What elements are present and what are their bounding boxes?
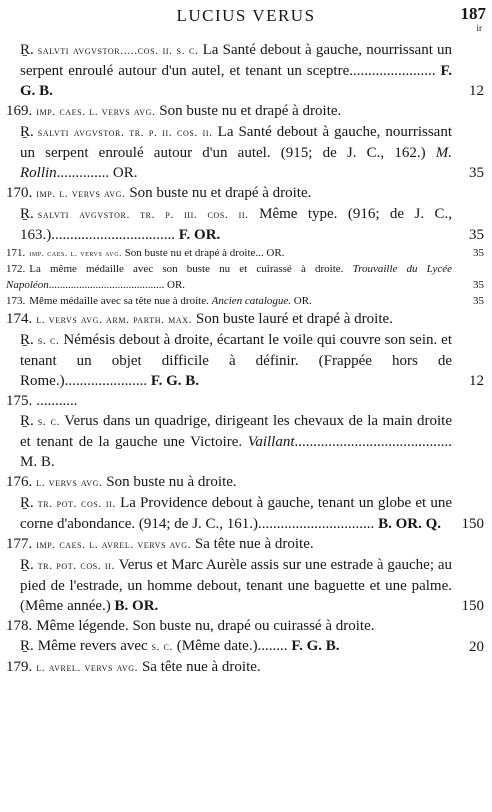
rating: F. G. B. <box>150 373 200 389</box>
coin-legend: imp. caes. l. vervs avg. <box>36 105 156 118</box>
reverse-mark: Ṟ. <box>20 495 34 511</box>
coin-description: Son buste lauré et drapé à droite. <box>195 311 393 327</box>
coin-description: Même médaille avec sa tête nue à droite. <box>29 295 209 307</box>
coin-legend: imp. l. vervs avg. <box>36 187 126 200</box>
leader-dots: .......................................... <box>48 279 165 291</box>
reverse-entry <box>6 204 486 245</box>
reverse-mark: Ṟ. <box>20 557 34 573</box>
source-reference: M. Rollin <box>20 145 453 181</box>
source-reference: Vaillant <box>247 434 295 450</box>
coin-entry <box>6 245 486 261</box>
coin-entry <box>6 101 486 122</box>
reverse-mark: Ṟ. <box>20 332 34 348</box>
coin-description: Son buste nu à droite. <box>106 474 237 490</box>
entry-number: 173. <box>6 295 26 307</box>
coin-legend: l. vervs avg. arm. parth. max. <box>36 313 193 326</box>
rating: M. B. <box>20 454 55 470</box>
reverse-entry <box>6 555 486 616</box>
coin-legend: imp. caes. l. vervs avg. <box>29 248 122 258</box>
price: 35 <box>473 295 484 307</box>
running-title: LUCIUS VERUS <box>176 6 316 25</box>
page-mark: ir <box>476 23 482 33</box>
source-reference: Ancien catalogue. <box>211 295 292 307</box>
coin-description: Verus et Marc Aurèle assis sur une estrade à gauche; au pied de l'estrade, un homme debout, tenant une baguette et une palme. (Même année.) <box>20 557 452 614</box>
reverse-entry <box>6 411 486 472</box>
coin-legend: imp. caes. l. avrel. vervs avg. <box>36 538 192 551</box>
coin-legend: l. vervs avg. <box>36 476 103 489</box>
price: 35 <box>473 279 484 291</box>
rating: B. OR. Q. <box>378 516 441 532</box>
entry-number: 174. <box>6 311 33 327</box>
reverse-entry <box>6 330 486 391</box>
entry-number: 176. <box>6 474 33 490</box>
price: 12 <box>469 373 484 389</box>
price: 35 <box>469 227 484 243</box>
reverse-mark: Ṟ. <box>20 413 34 429</box>
entry-number: 179. <box>6 659 33 675</box>
coin-description: Son buste nu et drapé à droite. <box>129 185 312 201</box>
coin-description: La Santé debout à gauche, nourrissant un serpent enroulé autour d'un autel. (915; de J. C., 162.) <box>20 124 452 161</box>
entry-number: 177. <box>6 536 33 552</box>
coin-description: Même revers avec <box>37 638 148 654</box>
rating: F. G. B. <box>291 638 340 654</box>
entry-number: 172. <box>6 263 26 275</box>
coin-description: Son buste nu et drapé à droite. <box>159 103 342 119</box>
price: 35 <box>469 165 484 181</box>
coin-entry <box>6 261 486 293</box>
coin-description: Sa tête nue à droite. <box>194 536 314 552</box>
coin-entry <box>6 657 486 678</box>
reverse-entry <box>6 636 486 657</box>
coin-description: Même légende. Son buste nu, drapé ou cuirassé à droite. <box>36 618 375 634</box>
coin-legend: tr. pot. cos. ii. <box>37 497 116 510</box>
leader-dots: .......................................... <box>294 434 452 450</box>
price: 150 <box>461 598 484 614</box>
reverse-entry <box>6 40 486 101</box>
coin-legend: s. c. <box>37 415 61 428</box>
entry-number: 178. <box>6 618 33 634</box>
coin-entry <box>6 183 486 204</box>
coin-description: Verus dans un quadrige, dirigeant les chevaux de la main droite et tenant de la gauche une Victoire. <box>20 413 453 450</box>
coin-description-continued: (Même date.)........ <box>176 638 288 654</box>
coin-legend: tr. pot. cos. ii. <box>37 559 115 572</box>
entry-number: 170. <box>6 185 33 201</box>
coin-entry <box>6 293 486 309</box>
price: 35 <box>473 247 484 259</box>
reverse-entry <box>6 493 486 534</box>
coin-legend: s. c. <box>37 334 60 347</box>
coin-description: La même médaille avec son buste nu et cuirassé à droite. <box>29 263 344 275</box>
entry-number: 171. <box>6 247 26 259</box>
rating: OR. <box>167 279 186 291</box>
entry-number: 175. <box>6 393 33 409</box>
coin-legend: salvti avgvstor.....cos. ii. s. c. <box>37 44 199 57</box>
coin-entry <box>6 616 486 636</box>
coin-description: Son buste nu et drapé à droite... OR. <box>124 247 285 259</box>
coin-entry <box>6 391 486 411</box>
price: 150 <box>461 516 484 532</box>
entry-number: 169. <box>6 103 33 119</box>
rating: OR. <box>293 295 312 307</box>
page-number: 187 <box>460 4 486 23</box>
coin-description: Même type. (916; de J. C., 163.)................................. <box>20 206 453 243</box>
reverse-mark: Ṟ. <box>20 124 34 140</box>
rating: F. OR. <box>178 227 221 243</box>
coin-legend: s. c. <box>151 640 174 653</box>
price: 20 <box>469 639 484 655</box>
rating: OR. <box>112 165 138 181</box>
coin-legend: salvti avgvstor. tr. p. iii. cos. ii. <box>37 208 249 221</box>
rating: B. OR. <box>114 598 159 614</box>
rating: F. G. B. <box>20 63 452 99</box>
reverse-mark: Ṟ. <box>20 206 34 222</box>
leader-dots: .............. <box>56 165 110 181</box>
coin-entry <box>6 534 486 555</box>
coin-description: Némésis debout à droite, écartant le voile qui couvre son sein. et tenant un objet difficile à définir. (Frappée hors de Rome.)...................... <box>20 332 452 389</box>
coin-entry <box>6 472 486 493</box>
coin-description: La Providence debout à gauche, tenant un globe et une corne d'abondance. (914; de J. C., 161.)............................... <box>20 495 452 532</box>
price: 12 <box>469 83 484 99</box>
reverse-entry <box>6 122 486 183</box>
coin-description: La Santé debout à gauche, nourrissant un serpent enroulé autour d'un autel, et tenant un sceptre....................... <box>20 42 453 79</box>
coin-entry <box>6 309 486 330</box>
catalogue-body <box>6 40 486 678</box>
source-reference: Trouvaille du Lycée Napoléon <box>6 263 452 291</box>
page-header <box>0 4 492 33</box>
coin-description: ........... <box>36 393 78 409</box>
reverse-mark: Ṟ. <box>20 42 34 58</box>
coin-legend: l. avrel. vervs avg. <box>36 661 139 674</box>
coin-legend: salvti avgvstor. tr. p. ii. cos. ii. <box>37 126 213 139</box>
coin-description: Sa tête nue à droite. <box>141 659 261 675</box>
reverse-mark: Ṟ. <box>20 638 34 654</box>
